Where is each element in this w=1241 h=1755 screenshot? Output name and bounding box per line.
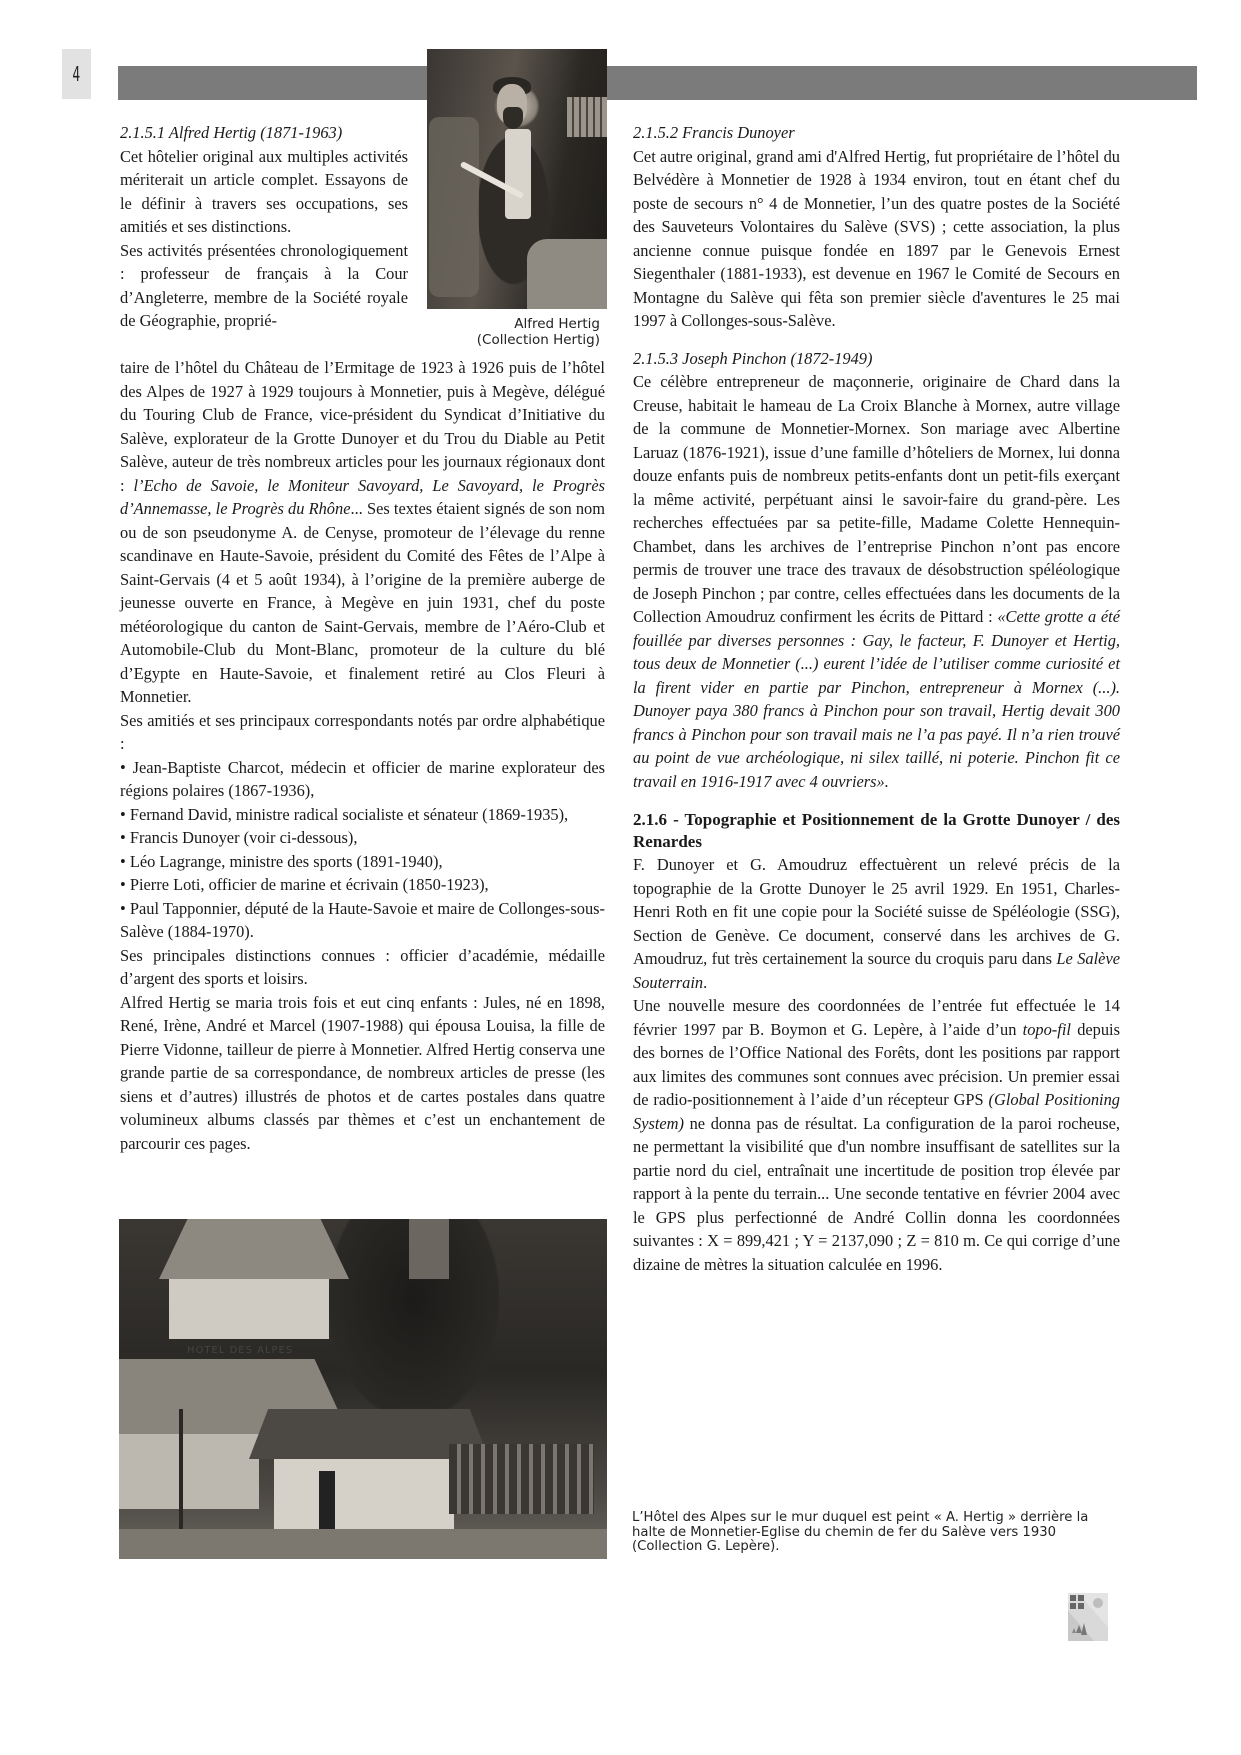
left-column-top [120,121,408,333]
station-door-detail [319,1471,335,1531]
topography-text-b: . [703,972,708,992]
header-bar [118,66,1197,100]
bookshelf-detail [567,97,607,137]
hotel-des-alpes-photo [119,1219,607,1559]
heading-216: 2.1.6 - Topographie et Positionnement de la Grotte Dunoyer / des Renardes [633,810,1120,851]
paragraph-friends-intro: Ses amitiés et ses principaux correspondants notés par ordre alphabétique : [120,710,605,753]
topofil-term: topo-fil [1022,1019,1071,1039]
portrait-photo [427,49,607,309]
pinchon-text: Ce célèbre entrepreneur de maçonnerie, originaire de Chard dans la Creuse, habitait le hameau de La Croix Blanche à Mornex, autre village de la commune de Monnetier-Mornex. Son mariage avec Albertine Laruaz (1876-1921), issue d’une famille d’hôteliers de Mornex, lui donna douze enfants puis de nombreux petits-enfants dont un petit-fils exerçant la même activité, perpétuant ainsi le savoir-faire du grand-père. Les recherches effectuées par sa petite-fille, Madame Colette Hennequin-Chambet, dans les archives de l’entreprise Pinchon n’ont pas encore permis de trouver une trace des travaux de désobstruction spéléologique de Joseph Pinchon ; par contre, celles effectuées dans les documents de la Collection Amoudruz confirment les écrits de Pittard : [633,372,1120,626]
coat-of-arms-icon [1068,1593,1108,1641]
paragraph-216-coordinates [633,994,1120,1276]
newspaper-titles: l’Echo de Savoie, le Moniteur Savoyard, Le Savoyard, le Progrès d’Annemasse, le Progrès du Rhône [120,475,605,518]
page-number: 4 [72,62,81,86]
paragraph-family: Alfred Hertig se maria trois fois et eut cinq enfants : Jules, né en 1898, René, Irène, André et Marcel (1907-1988) qui épousa Louisa, la fille de Pierre Vidonne, tailleur de pierre à Monnetier. Alfred Hertig conserva une grande partie de sa correspondance, de nombreux articles de presse (les siens et d’autres) illustrés de photos et de cartes postales dans quatre volumineux albums classés par thèmes et c’est un enchantement de parcourir ces pages. [120,992,605,1153]
paragraph-2153 [633,370,1120,793]
friend-item: • Pierre Loti, officier de marine et écrivain (1850-1923), [120,875,489,894]
book-title: Le Salève Souterrain [633,949,1120,992]
page-number-box [62,49,91,99]
paragraph-2151-activities [120,356,605,709]
coordinates-text-a: Une nouvelle mesure des coordonnées de l’entrée fut effectuée le 14 février 1997 par B. Boymon et G. Lepère, à l’aide d’un [633,996,1120,1039]
gps-expansion: (Global Positioning System) [633,1090,1121,1133]
portrait-caption-credit: (Collection Hertig) [476,332,600,348]
activities-text-b: ... Ses textes étaient signés de son nom ou de son pseudonyme A. de Cenyse, promoteur de l’élevage du renne scandinave en Haute-Savoie, président du Comité des Fêtes de l’Alpe à Saint-Gervais (4 et 5 août 1934), à l’origine de la première auberge de jeunesse ouverte en France, à Megève en juin 1931, chef du poste météorologique du canton de Saint-Gervais, membre de l’Aéro-Club et Automobile-Club du Mont-Blanc, promoteur de la culture du blé d’Egypte en Haute-Savoie, et finalement retiré au Clos Fleuri à Monnetier. [120,499,606,706]
paragraph-2151-activities-start: Ses activités présentées chronologiquement : professeur de français à la Cour d’Angleterre, membre de la Société royale de Géographie, proprié- [120,240,408,330]
legs-detail [527,239,607,309]
friend-item: • Léo Lagrange, ministre des sports (1891-1940), [120,851,443,871]
coordinates-text-c: ne donna pas de résultat. La configuration de la paroi rocheuse, ne permettant la visibilité que d'un nombre insuffisant de satellites sur la partie nord du ciel, entraînait une incertitude de position trop élevée par rapport à la pente du terrain... Une seconde tentative en février 2004 avec le GPS plus perfectionné de André Collin donna les coordonnées suivantes : X = 899,421 ; Y = 2137,090 ; Z = 810 m. Ce qui corrige d’une dizaine de mètres la situation calculée en 1996. [633,1113,1120,1274]
train-detail [449,1444,594,1514]
coordinates-text-b: depuis des bornes de l’Office National des Forêts, dont les positions par rapport aux limites des communes sont connues avec précision. Un premier essai de radio-positionnement à l’aide d’un récepteur GPS [633,1019,1120,1109]
beard-detail [503,107,523,129]
portrait-caption [440,316,600,348]
activities-text-a: taire de l’hôtel du Château de l’Ermitage de 1923 à 1926 puis de l’hôtel des Alpes de 1927 à 1929 toujours à Monnetier, puis à Megève, délégué du Touring Club de France, vice-président du Syndicat d’Initiative du Salève, explorateur de la Grotte Dunoyer et du Trou du Diable au Petit Salève, auteur de très nombreux articles pour les journaux régionaux dont : [120,358,605,495]
friend-item: • Paul Tapponnier, député de la Haute-Savoie et maire de Collonges-sous-Salève (1884-1970). [120,898,605,941]
friend-item: • Jean-Baptiste Charcot, médecin et officier de marine explorateur des régions polaires (1867-1936), [120,757,605,800]
friend-item: • Francis Dunoyer (voir ci-dessous), [120,828,358,847]
hotel-sign: HOTEL DES ALPES [187,1345,294,1356]
chair-detail [429,117,479,297]
station-building-detail [274,1459,454,1534]
heading-2152: 2.1.5.2 Francis Dunoyer [633,123,795,142]
lower-wall-detail [119,1434,259,1509]
paragraph-2151-intro: Cet hôtelier original aux multiples activités mériterait un article complet. Essayons de le définir à travers ses occupations, ses amitiés et ses distinctions. [120,146,408,236]
left-column-main [120,356,605,1155]
pittard-quote: «Cette grotte a été fouillée par diverses personnes : Gay, le facteur, F. Dunoyer et Hertig, tous deux de Monnetier (...) eurent l’idée de l’utiliser comme curiosité et la firent vider en partie par Pinchon, entrepreneur à Mornex (...). Dunoyer paya 380 francs à Pinchon pour son travail, Hertig devait 300 francs à Pinchon pour son travail mais ne l’a pas payé. Il n’a rien trouvé au point de vue archéologique, ni silex taillé, ni poterie. Pinchon fit ce travail en 1916-1917 avec 4 ouvriers». [633,607,1120,791]
ground-detail [119,1529,607,1559]
paragraph-216-topography [633,853,1120,994]
church-tower-detail [409,1219,449,1279]
hotel-building-detail [169,1279,329,1339]
hotel-roof-detail [159,1219,349,1279]
friend-item: • Fernand David, ministre radical socialiste et sénateur (1869-1935), [120,804,569,824]
heading-2151: 2.1.5.1 Alfred Hertig (1871-1963) [120,123,343,142]
topography-text-a: F. Dunoyer et G. Amoudruz effectuèrent un relevé précis de la topographie de la Grotte Dunoyer le 25 avril 1929. En 1951, Charles-Henri Roth en fit une copie pour la Société suisse de Spéléologie (SSG), Section de Genève. Ce document, conservé dans les archives de G. Amoudruz, fut très certainement la source du croquis paru dans [633,855,1120,968]
paragraph-2152: Cet autre original, grand ami d'Alfred Hertig, fut propriétaire de l’hôtel du Belvédère à Monnetier de 1928 à 1934 environ, tout en étant chef du poste de secours n° 4 de Monnetier, l’un des quatre postes de la Société des Sauveteurs Volontaires du Salève (SVS) ; cette association, la plus ancienne connue puisque fondée en 1897 par le Genevois Ernest Siegenthaler (1881-1933), est devenue en 1967 le Comité de Secours en Montagne du Salève qui fêta son premier siècle d'aventures le 25 mai 1997 à Collonges-sous-Salève. [633,146,1120,330]
portrait-caption-name: Alfred Hertig [514,316,600,332]
hotel-photo-caption: L’Hôtel des Alpes sur le mur duquel est peint « A. Hertig » derrière la halte de Monnetier-Eglise du chemin de fer du Salève vers 1930 (Collection G. Lepère). [632,1510,1089,1554]
right-column [633,121,1120,1276]
shirt-detail [505,129,531,219]
paragraph-distinctions: Ses principales distinctions connues : officier d’académie, médaille d’argent des sports et loisirs. [120,945,605,988]
heading-2153: 2.1.5.3 Joseph Pinchon (1872-1949) [633,348,873,368]
